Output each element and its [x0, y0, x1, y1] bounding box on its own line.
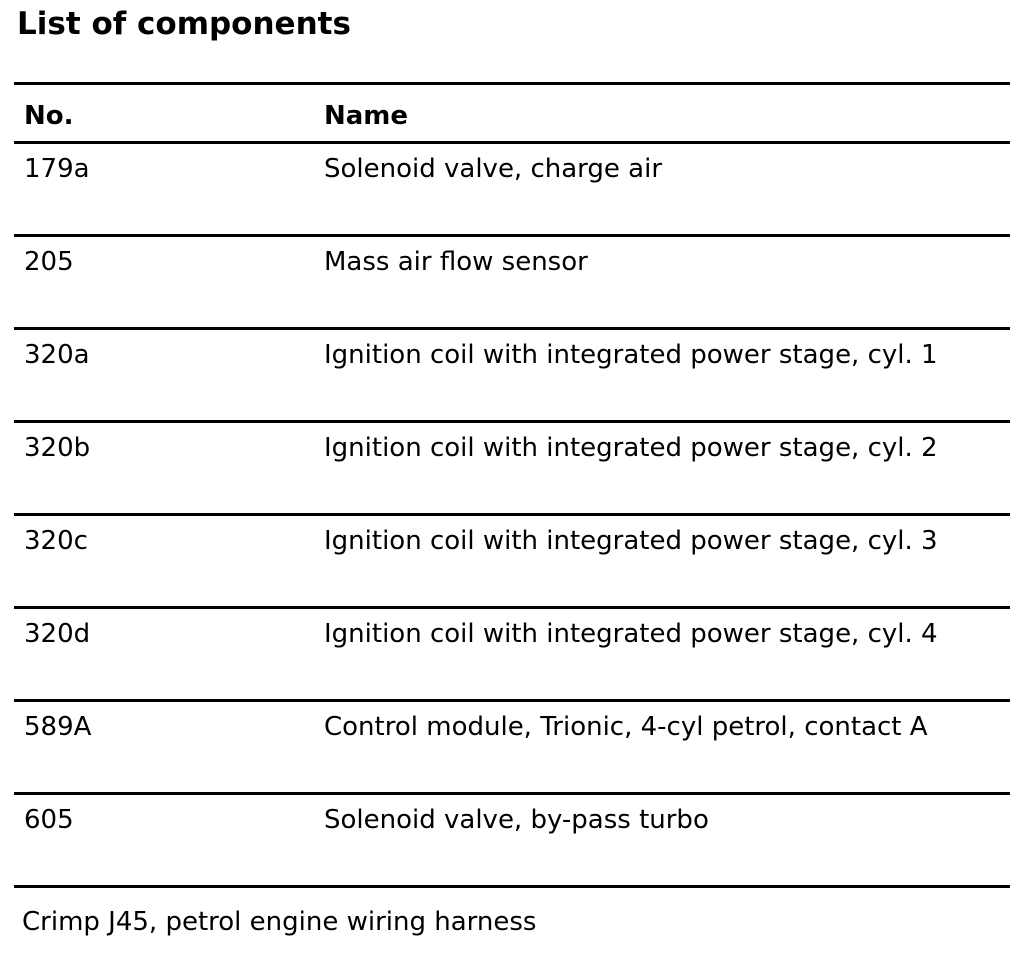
- table-row: [14, 515, 1010, 608]
- table-row: [14, 794, 1010, 887]
- component-number: 179a: [24, 154, 90, 184]
- component-name: Ignition coil with integrated power stage, cyl. 2: [324, 433, 938, 463]
- table-row: [14, 701, 1010, 794]
- column-header-name: Name: [324, 101, 409, 131]
- table-row: [14, 608, 1010, 701]
- component-name: Control module, Trionic, 4-cyl petrol, contact A: [324, 712, 928, 742]
- column-header-no: No.: [24, 101, 74, 131]
- table-row: [14, 329, 1010, 422]
- component-number: 605: [24, 805, 74, 835]
- component-number: 320d: [24, 619, 91, 649]
- component-number: 589A: [24, 712, 92, 742]
- component-name: Ignition coil with integrated power stage, cyl. 3: [324, 526, 938, 556]
- component-name: Solenoid valve, charge air: [324, 154, 663, 184]
- footnote: Crimp J45, petrol engine wiring harness: [22, 907, 537, 937]
- component-number: 205: [24, 247, 74, 277]
- component-number: 320a: [24, 340, 90, 370]
- page-title: List of components: [17, 6, 351, 42]
- component-name: Ignition coil with integrated power stage, cyl. 1: [324, 340, 938, 370]
- components-table: [14, 82, 1010, 888]
- table-row: [14, 422, 1010, 515]
- table-row: [14, 236, 1010, 329]
- component-name: Mass air flow sensor: [324, 247, 588, 277]
- component-number: 320b: [24, 433, 91, 463]
- table-row: [14, 143, 1010, 236]
- table-header-row: [14, 84, 1010, 143]
- component-name: Ignition coil with integrated power stage, cyl. 4: [324, 619, 938, 649]
- component-name: Solenoid valve, by-pass turbo: [324, 805, 709, 835]
- component-number: 320c: [24, 526, 88, 556]
